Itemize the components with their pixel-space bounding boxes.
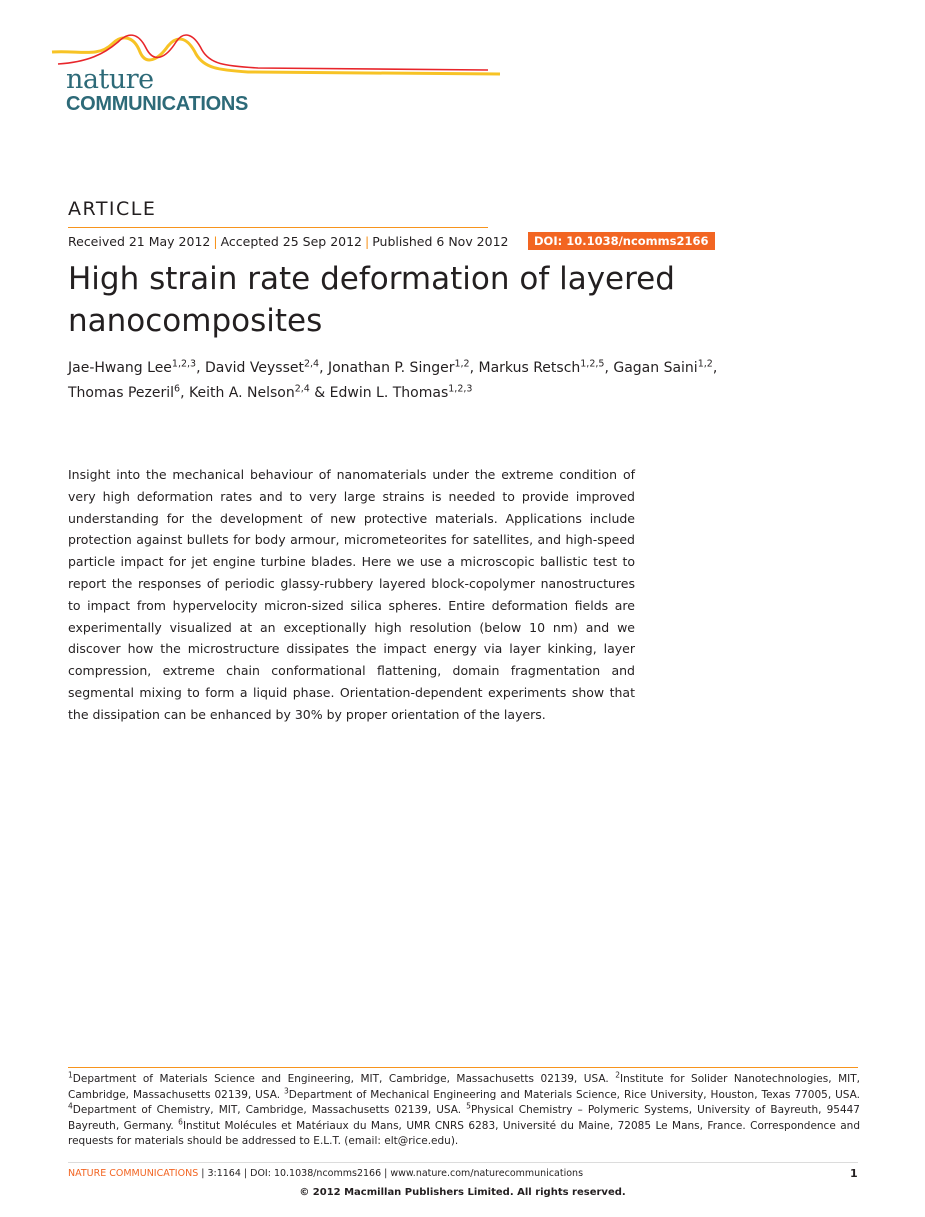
author-name: Keith A. Nelson: [188, 385, 295, 401]
footer-divider: [68, 1162, 858, 1163]
footnote-divider: [68, 1067, 858, 1068]
author-name: Jonathan P. Singer: [327, 360, 455, 376]
journal-logo-nature: nature: [66, 64, 154, 95]
affiliation-number: 2: [615, 1070, 620, 1080]
accepted-date: Accepted 25 Sep 2012: [220, 234, 363, 249]
author-affiliation-marker: 6: [174, 383, 181, 395]
page-number: 1: [850, 1167, 858, 1180]
footer-journal-name: NATURE COMMUNICATIONS: [68, 1168, 199, 1179]
author-separator: ,: [712, 360, 718, 376]
affiliation-text: Department of Chemistry, MIT, Cambridge, Massachusetts 02139, USA.: [72, 1104, 467, 1116]
date-separator: |: [213, 234, 218, 249]
published-date: Published 6 Nov 2012: [372, 234, 509, 249]
affiliation-text: Institut Molécules et Matériaux du Mans, UMR CNRS 6283, Université du Maine, 72085 Le Mans, France. Correspondence and requests for materials should be addressed to E.L.T. (email: elt@rice.edu).: [68, 1119, 860, 1147]
affiliation-number: 3: [283, 1086, 289, 1095]
author-separator: ,: [196, 360, 206, 376]
footer-citation: [68, 1168, 583, 1179]
copyright-notice: © 2012 Macmillan Publishers Limited. All rights reserved.: [299, 1187, 626, 1198]
author-affiliation-marker: 1,2,3: [171, 358, 197, 370]
author-name: Gagan Saini: [613, 360, 698, 376]
author-affiliation-marker: 2,4: [303, 358, 320, 370]
author-name: Markus Retsch: [478, 360, 581, 376]
affiliation-number: 1: [68, 1070, 73, 1080]
article-dates: [68, 234, 509, 249]
affiliation-text: Department of Mechanical Engineering and Materials Science, Rice University, Houston, Texas 77005, USA.: [288, 1088, 860, 1101]
author-separator: ,: [604, 360, 614, 376]
author-affiliation-marker: 1,2,3: [448, 383, 473, 395]
affiliation-text: Institute for Solider Nanotechnologies, MIT, Cambridge, Massachusetts 02139, USA.: [68, 1073, 860, 1101]
author-list: [68, 356, 868, 406]
abstract: Insight into the mechanical behaviour of nanomaterials under the extreme condition of very high deformation rates and to very large strains is needed to provide improved understanding for the development of new protective materials. Applications include protection against bullets for body armour, micrometeorites for satellites, and high-speed particle impact for jet engine turbine blades. Here we use a microscopic ballistic test to report the responses of periodic glassy-rubbery layered block-copolymer nanostructures to impact from hypervelocity micron-sized silica spheres. Entire deformation fields are experimentally visualized at an exceptionally high resolution (below 10 nm) and we discover how the microstructure dissipates the impact energy via layer kinking, layer compression, extreme chain conformational flattening, domain fragmentation and segmental mixing to form a liquid phase. Orientation-dependent experiments show that the dissipation can be enhanced by 30% by proper orientation of the layers.: [68, 467, 635, 722]
author-affiliation-marker: 1,2: [697, 358, 713, 370]
header-divider: [68, 227, 488, 228]
received-date: Received 21 May 2012: [68, 234, 211, 249]
author-separator: &: [309, 385, 330, 401]
author-name: Edwin L. Thomas: [329, 385, 449, 401]
article-title: High strain rate deformation of layered nanocomposites: [68, 261, 675, 339]
author-affiliation-marker: 1,2,5: [580, 358, 605, 370]
affiliation-text: Physical Chemistry – Polymeric Systems, University of Bayreuth, 95447 Bayreuth, Germany.: [68, 1104, 860, 1132]
author-affiliation-marker: 1,2: [454, 358, 470, 370]
affiliation-text: Department of Materials Science and Engineering, MIT, Cambridge, Massachusetts 02139, USA.: [72, 1073, 616, 1085]
doi-badge[interactable]: DOI: 10.1038/ncomms2166: [528, 232, 715, 250]
date-separator: |: [365, 234, 370, 249]
author-name: Thomas Pezeril: [68, 385, 175, 401]
affiliation-number: 6: [178, 1117, 183, 1126]
footer-citation-text: | 3:1164 | DOI: 10.1038/ncomms2166 | www.nature.com/naturecommunications: [198, 1168, 584, 1179]
journal-logo-communications: COMMUNICATIONS: [66, 93, 249, 115]
affiliation-number: 5: [466, 1101, 471, 1111]
author-name: David Veysset: [205, 360, 304, 376]
author-separator: ,: [469, 360, 479, 376]
author-affiliation-marker: 2,4: [294, 383, 310, 395]
author-separator: ,: [319, 360, 328, 376]
affiliation-number: 4: [68, 1101, 73, 1111]
affiliations-footnote: [68, 1072, 860, 1150]
article-type-label: ARTICLE: [68, 198, 157, 220]
author-name: Jae-Hwang Lee: [68, 360, 172, 376]
author-separator: ,: [180, 385, 189, 401]
